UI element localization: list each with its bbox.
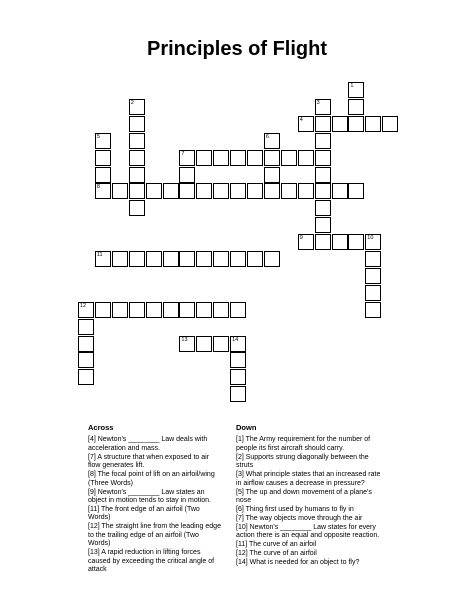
clue-number: 9 (299, 235, 303, 242)
grid-cell[interactable] (264, 150, 280, 166)
grid-cell[interactable] (112, 302, 128, 318)
across-clues (88, 424, 222, 575)
clue-number: 8 (96, 184, 100, 191)
grid-cell[interactable] (179, 150, 195, 166)
grid-cell[interactable] (230, 251, 246, 267)
grid-cell[interactable] (281, 183, 297, 199)
grid-cell[interactable] (365, 116, 381, 132)
grid-cell[interactable] (264, 167, 280, 183)
across-clue-11: [11] The front edge of an airfoil (Two Words) (88, 506, 200, 522)
grid-cell[interactable] (230, 369, 246, 385)
grid-cell[interactable] (332, 234, 348, 250)
down-clue-1: [1] The Army requirement for the number of people its first aircraft should carry. (236, 436, 371, 452)
grid-cell[interactable] (95, 251, 111, 267)
clue-number: 3 (316, 99, 320, 106)
grid-cell[interactable] (95, 150, 111, 166)
across-clue-9: [9] Newton's ________ Law states an object in motion tends to stay in motion. (88, 488, 211, 505)
grid-cell[interactable] (78, 302, 94, 318)
clue-number: 11 (96, 252, 103, 258)
clue-number: 4 (299, 116, 303, 123)
grid-cell[interactable] (163, 183, 179, 199)
grid-cell[interactable] (112, 251, 128, 267)
grid-cell[interactable] (281, 150, 297, 166)
grid-cell[interactable] (298, 150, 314, 166)
grid-cell[interactable] (365, 285, 381, 301)
across-clue-12: [12] The straight line from the leading edge to the trailing edge of an airfoil (Two Words) (88, 523, 221, 548)
grid-cell[interactable] (95, 167, 111, 183)
down-clue-2: [2] Supports strung diagonally between the struts (236, 453, 369, 470)
down-clue-6: [6] Thing first used by humans to fly in (236, 506, 354, 514)
grid-cell[interactable] (230, 386, 246, 402)
grid-cell[interactable] (146, 302, 162, 318)
grid-cell[interactable] (196, 150, 212, 166)
grid-cell[interactable] (196, 251, 212, 267)
grid-cell[interactable] (129, 133, 145, 149)
clue-number: 13 (181, 336, 188, 343)
grid-cell[interactable] (112, 183, 128, 199)
grid-cell[interactable] (213, 150, 229, 166)
grid-cell[interactable] (179, 183, 195, 199)
grid-cell[interactable] (315, 133, 331, 149)
grid-cell[interactable] (196, 336, 212, 352)
grid-cell[interactable] (315, 234, 331, 250)
clue-number: 5 (96, 133, 100, 140)
grid-cell[interactable] (298, 183, 314, 199)
grid-cell[interactable] (213, 183, 229, 199)
grid-cell[interactable] (129, 150, 145, 166)
grid-cell[interactable] (213, 302, 229, 318)
grid-cell[interactable] (129, 99, 145, 115)
across-clue-8: [8] The focal point of lift on an airfoil/wing (Three Words) (88, 471, 215, 487)
grid-cell[interactable] (129, 302, 145, 318)
grid-cell[interactable] (365, 251, 381, 267)
grid-cell[interactable] (230, 336, 246, 352)
grid-cell[interactable] (315, 116, 331, 132)
grid-cell[interactable] (348, 234, 364, 250)
grid-cell[interactable] (298, 234, 314, 250)
grid-cell[interactable] (315, 167, 331, 183)
down-clues (236, 424, 386, 568)
grid-cell[interactable] (146, 251, 162, 267)
grid-cell[interactable] (163, 302, 179, 318)
grid-cell[interactable] (95, 183, 111, 199)
grid-cell[interactable] (332, 183, 348, 199)
grid-cell[interactable] (247, 183, 263, 199)
across-heading: Across (88, 423, 114, 432)
grid-cell[interactable] (264, 133, 280, 149)
grid-cell[interactable] (315, 99, 331, 115)
grid-cell[interactable] (78, 352, 94, 368)
grid-cell[interactable] (230, 352, 246, 368)
across-clue-7: [7] A structure that when exposed to air flow generates lift. (88, 453, 210, 470)
down-clue-5: [5] The up and down movement of a plane's nose (236, 488, 372, 505)
grid-cell[interactable] (315, 150, 331, 166)
down-clue-7: [7] The way objects move through the air (236, 515, 363, 523)
grid-cell[interactable] (129, 183, 145, 199)
grid-cell[interactable] (129, 251, 145, 267)
grid-cell[interactable] (315, 183, 331, 199)
grid-cell[interactable] (365, 234, 381, 250)
down-clue-10: [10] Newton's ________ Law states for every action there is an equal and opposite reaction. (236, 524, 380, 540)
grid-cell[interactable] (213, 251, 229, 267)
grid-cell[interactable] (315, 217, 331, 233)
grid-cell[interactable] (78, 336, 94, 352)
grid-cell[interactable] (230, 183, 246, 199)
down-clue-12: [12] The curve of an airfoil (236, 550, 317, 558)
puzzle-title: Principles of Flight (146, 38, 327, 60)
clue-number: 7 (181, 150, 185, 157)
down-clue-14: [14] What is needed for an object to fly? (236, 559, 360, 567)
grid-cell[interactable] (78, 369, 94, 385)
clue-number: 1 (350, 83, 354, 89)
down-clue-11: [11] The curve of an airfoil (236, 541, 317, 549)
grid-cell[interactable] (348, 183, 364, 199)
clue-number: 6 (265, 133, 269, 140)
grid-cell[interactable] (230, 150, 246, 166)
grid-cell[interactable] (163, 251, 179, 267)
grid-cell[interactable] (179, 167, 195, 183)
grid-cell[interactable] (196, 302, 212, 318)
grid-cell[interactable] (179, 336, 195, 352)
grid-cell[interactable] (179, 302, 195, 318)
grid-cell[interactable] (348, 82, 364, 98)
grid-cell[interactable] (95, 133, 111, 149)
grid-cell[interactable] (129, 116, 145, 132)
grid-cell[interactable] (332, 116, 348, 132)
grid-cell[interactable] (213, 336, 229, 352)
grid-cell[interactable] (365, 268, 381, 284)
grid-cell[interactable] (264, 183, 280, 199)
grid-cell[interactable] (315, 200, 331, 216)
grid-cell[interactable] (146, 183, 162, 199)
grid-cell[interactable] (264, 251, 280, 267)
clue-number: 2 (130, 99, 134, 106)
across-clue-4: [4] Newton's ________ Law deals with acceleration and mass. (88, 436, 208, 452)
clue-number: 10 (367, 235, 374, 242)
down-heading: Down (236, 423, 257, 432)
grid-cell[interactable] (382, 116, 398, 132)
grid-cell[interactable] (95, 302, 111, 318)
grid-cell[interactable] (247, 150, 263, 166)
across-clue-13: [13] A rapid reduction in lifting forces caused by exceeding the critical angle of attack (88, 549, 215, 574)
grid-cell[interactable] (196, 183, 212, 199)
grid-cell[interactable] (179, 251, 195, 267)
grid-cell[interactable] (129, 167, 145, 183)
grid-cell[interactable] (348, 99, 364, 115)
grid-cell[interactable] (247, 251, 263, 267)
grid-cell[interactable] (348, 116, 364, 132)
grid-cell[interactable] (230, 302, 246, 318)
clue-number: 12 (80, 302, 87, 309)
clue-number: 14 (232, 336, 239, 343)
grid-cell[interactable] (365, 302, 381, 318)
grid-cell[interactable] (298, 116, 314, 132)
down-clue-3: [3] What principle states that an increased rate in airflow causes a decrease in pressure? (236, 471, 381, 487)
grid-cell[interactable] (129, 200, 145, 216)
grid-cell[interactable] (78, 319, 94, 335)
